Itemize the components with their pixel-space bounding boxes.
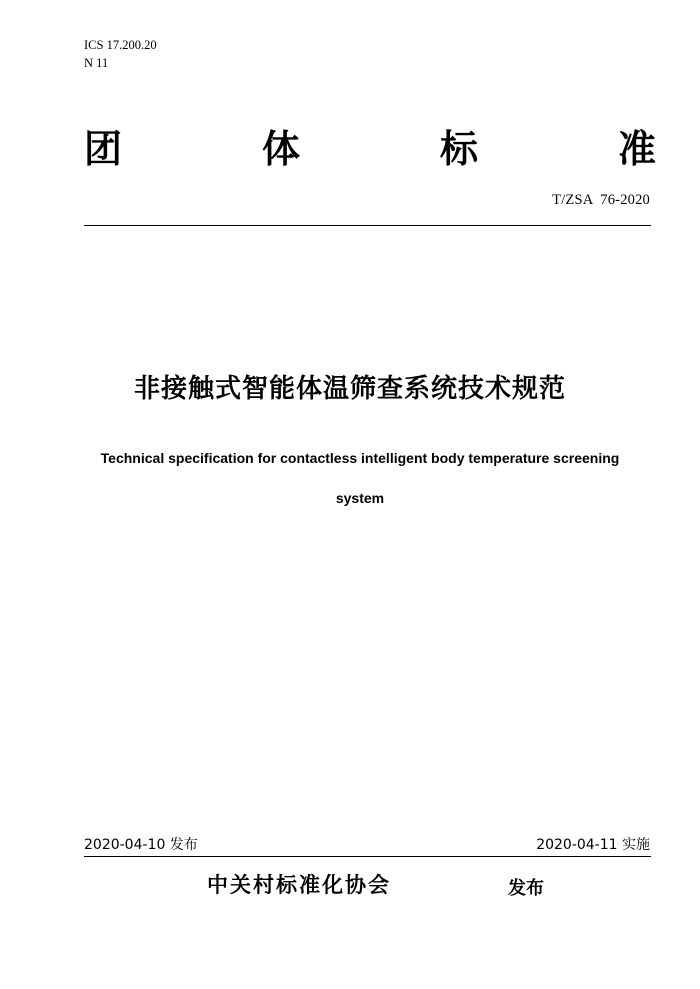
title-chinese: 非接触式智能体温筛查系统技术规范 [133,374,566,404]
title-english-line: Technical specification for contactless intelligent body temperature screening [100,450,620,466]
issue-action: 发布 [508,878,544,899]
standard-type-char: 准 [617,127,656,171]
ccs-code: N 11 [84,56,109,70]
top-divider [84,225,651,226]
standard-type-char: 体 [261,127,300,171]
standard-type-heading [84,126,656,172]
issuer-name: 中关村标准化协会 [207,873,391,897]
title-english-line: system [335,490,385,506]
standard-number: T/ZSA 76-2020 [552,192,650,208]
bottom-divider [84,856,651,857]
ics-code: ICS 17.200.20 [84,38,157,52]
standard-type-char: 标 [439,127,478,171]
title-english [60,438,660,518]
standard-type-char: 团 [84,127,123,171]
publish-date: 2020-04-10 发布 [84,837,198,853]
implement-date: 2020-04-11 实施 [536,837,650,853]
